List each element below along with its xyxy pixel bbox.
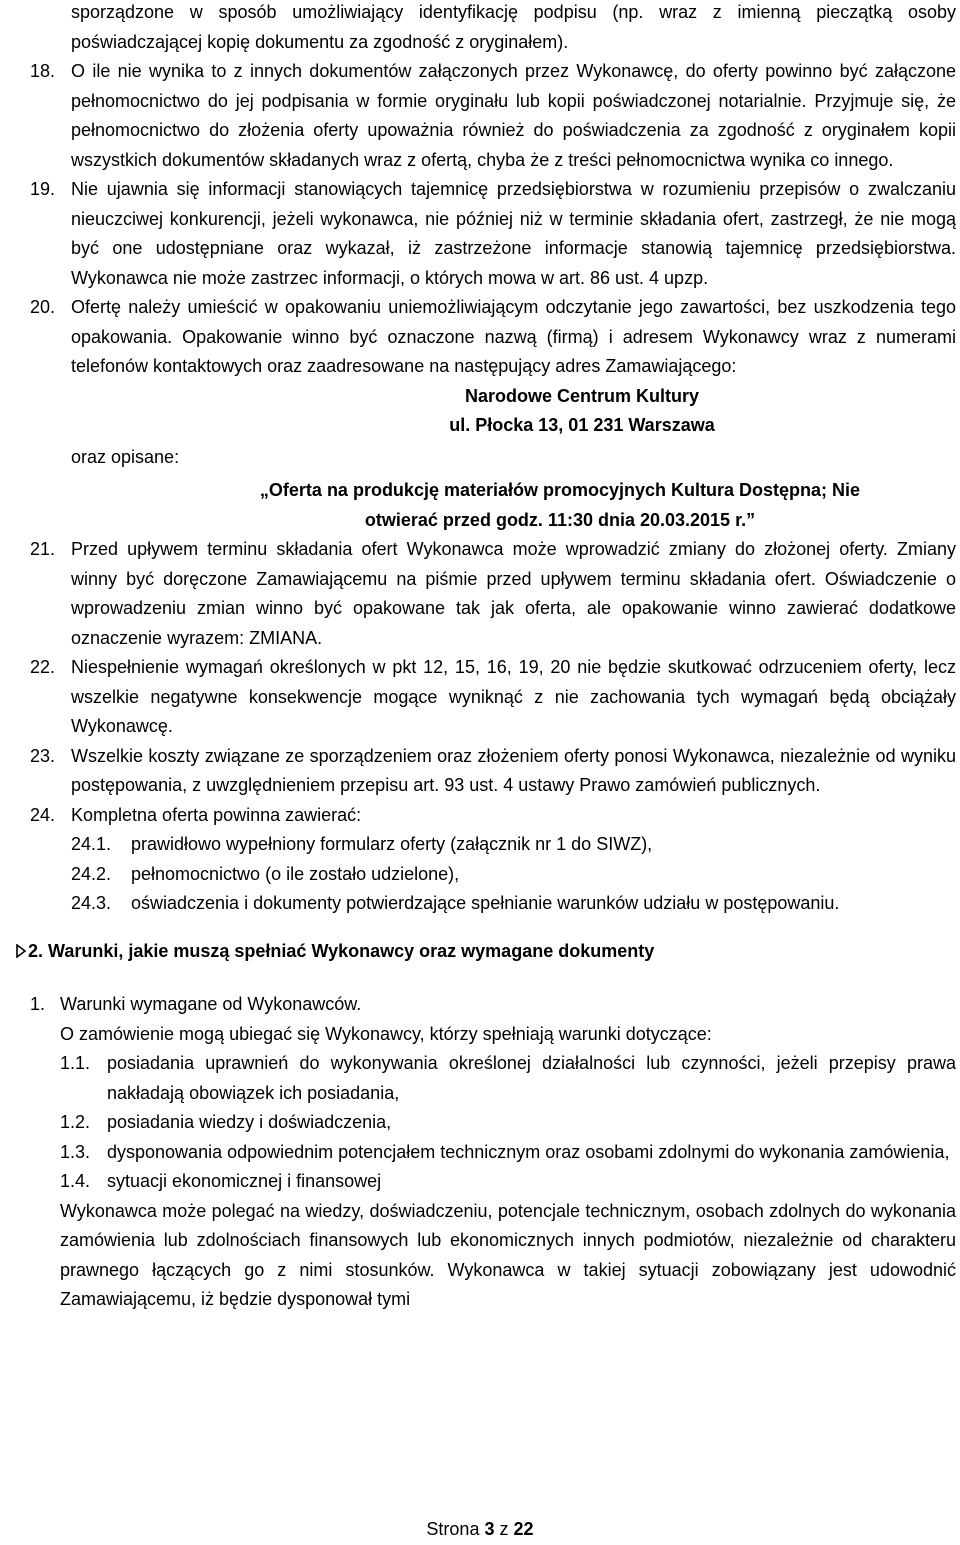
item-19 <box>0 175 960 293</box>
footer-total-pages: 22 <box>513 1519 534 1539</box>
item-18 <box>0 57 960 175</box>
footer-page-number: 3 <box>484 1519 495 1539</box>
item-24-1 <box>0 830 960 860</box>
condition-number: 1.4. <box>60 1171 91 1191</box>
section-2-point-1 <box>0 990 960 1020</box>
subitem-number: 24.2. <box>71 863 112 884</box>
envelope-label-line2: otwierać przed godz. 11:30 dnia 20.03.2015 r.” <box>364 509 756 530</box>
item-number: 19. <box>30 179 56 199</box>
subitem-text: prawidłowo wypełniony formularz oferty (załącznik nr 1 do SIWZ), <box>131 834 653 854</box>
item-24-3 <box>0 889 960 919</box>
condition-text: posiadania uprawnień do wykonywania określonej działalności lub czynności, jeżeli przepisy prawa nakładają obowiązek ich posiadania, <box>107 1053 956 1103</box>
item-text: Przed upływem terminu składania ofert Wykonawca może wprowadzić zmiany do złożonej oferty. Zmiany winny być doręczone Zamawiającemu na piśmie przed upływem terminu składania ofert. Oświadczenie o wprowadzeniu zmian winno być opakowane tak jak oferta, ale opakowanie winno zawierać dodatkowe oznaczenie wyrazem: ZMIANA. <box>71 539 956 648</box>
point-title: Warunki wymagane od Wykonawców. <box>60 994 362 1014</box>
item-24 <box>0 801 960 831</box>
condition-text: sytuacji ekonomicznej i finansowej <box>107 1171 382 1191</box>
item-text: Niespełnienie wymagań określonych w pkt 12, 15, 16, 19, 20 nie będzie skutkować odrzuceniem oferty, lecz wszelkie negatywne konsekwencje mogące wyniknąć z nie zachowania tych wymagań będą obciążały Wykonawcę. <box>71 657 956 736</box>
item-17-continuation: sporządzone w sposób umożliwiający identyfikację podpisu (np. wraz z imienną pieczątką osoby poświadczającej kopię dokumentu za zgodność z oryginałem). <box>71 2 956 52</box>
item-text: O ile nie wynika to z innych dokumentów załączonych przez Wykonawcę, do oferty powinno być załączone pełnomocnictwo do jej podpisania w formie oryginału lub kopii poświadczonej notarialnie. Przyjmuje się, że pełnomocnictwo do złożenia oferty upoważnia również do poświadczenia za zgodność z oryginałem kopii wszystkich dokumentów składanych wraz z ofertą, chyba że z treści pełnomocnictwa wynika co innego. <box>71 61 956 170</box>
condition-text: posiadania wiedzy i doświadczenia, <box>107 1112 392 1132</box>
section-2-intro: O zamówienie mogą ubiegać się Wykonawcy, którzy spełniają warunki dotyczące: <box>60 1023 712 1044</box>
condition-1-1 <box>0 1049 960 1108</box>
condition-text: dysponowania odpowiednim potencjałem technicznym oraz osobami zdolnymi do wykonania zamówienia, <box>107 1141 950 1162</box>
subitem-text: pełnomocnictwo (o ile zostało udzielone), <box>131 863 460 884</box>
page-footer <box>0 1515 960 1545</box>
envelope-label-line1: „Oferta na produkcję materiałów promocyjnych Kultura Dostępna; Nie <box>259 480 861 500</box>
item-text: Wszelkie koszty związane ze sporządzeniem oraz złożeniem oferty ponosi Wykonawca, niezależnie od wyniku postępowania, z uwzględnieniem przepisu art. 93 ust. 4 ustawy Prawo zamówień publicznych. <box>71 745 956 795</box>
point-number: 1. <box>30 994 46 1014</box>
condition-1-2 <box>0 1108 960 1138</box>
item-number: 24. <box>30 804 56 825</box>
item-22 <box>0 653 960 742</box>
item-23 <box>0 742 960 801</box>
item-number: 22. <box>30 657 56 677</box>
section-2-closing-paragraph: Wykonawca może polegać na wiedzy, doświadczeniu, potencjale technicznym, osobach zdolnych do wykonania zamówienia lub zdolnościach finansowych lub ekonomicznych innych podmiotów, niezależnie od charakteru prawnego łączących go z nimi stosunków. Wykonawca w takiej sytuacji zobowiązany jest udowodnić Zamawiającemu, iż będzie dysponował tymi <box>60 1200 956 1309</box>
condition-number: 1.1. <box>60 1053 91 1073</box>
item-number: 23. <box>30 745 56 766</box>
item-20 <box>0 293 960 382</box>
section-2-title: 2. Warunki, jakie muszą spełniać Wykonawcy oraz wymagane dokumenty <box>28 940 655 961</box>
address-street: ul. Płocka 13, 01 231 Warszawa <box>449 415 715 435</box>
described-label: oraz opisane: <box>71 446 180 467</box>
item-number: 18. <box>30 61 56 81</box>
arrow-bullet-icon <box>16 944 26 958</box>
item-24-2 <box>0 860 960 890</box>
subitem-number: 24.3. <box>71 893 112 913</box>
item-text: Nie ujawnia się informacji stanowiących tajemnicę przedsiębiorstwa w rozumieniu przepisów o zwalczaniu nieuczciwej konkurencji, jeżeli wykonawca, nie później niż w terminie składania ofert, zastrzegł, że nie mogą być one udostępniane oraz wykazał, iż zastrzeżone informacje stanowią tajemnicę przedsiębiorstwa. Wykonawca nie może zastrzec informacji, o których mowa w art. 86 ust. 4 upzp. <box>71 179 956 288</box>
condition-number: 1.3. <box>60 1141 91 1162</box>
condition-1-3 <box>0 1138 960 1168</box>
item-number: 21. <box>30 539 56 559</box>
subitem-number: 24.1. <box>71 834 112 854</box>
item-text: Kompletna oferta powinna zawierać: <box>71 804 362 825</box>
item-21 <box>0 535 960 653</box>
section-2-heading <box>0 937 960 967</box>
footer-mid: z <box>499 1519 509 1539</box>
subitem-text: oświadczenia i dokumenty potwierdzające spełnianie warunków udziału w postępowaniu. <box>131 893 840 913</box>
footer-prefix: Strona <box>426 1519 480 1539</box>
address-name: Narodowe Centrum Kultury <box>464 385 700 406</box>
condition-number: 1.2. <box>60 1112 91 1132</box>
item-text: Ofertę należy umieścić w opakowaniu uniemożliwiającym odczytanie jego zawartości, bez uszkodzenia tego opakowania. Opakowanie winno być oznaczone nazwą (firmą) i adresem Wykonawcy wraz z numerami telefonów kontaktowych oraz zaadresowane na następujący adres Zamawiającego: <box>71 297 956 376</box>
condition-1-4 <box>0 1167 960 1197</box>
item-number: 20. <box>30 297 56 317</box>
